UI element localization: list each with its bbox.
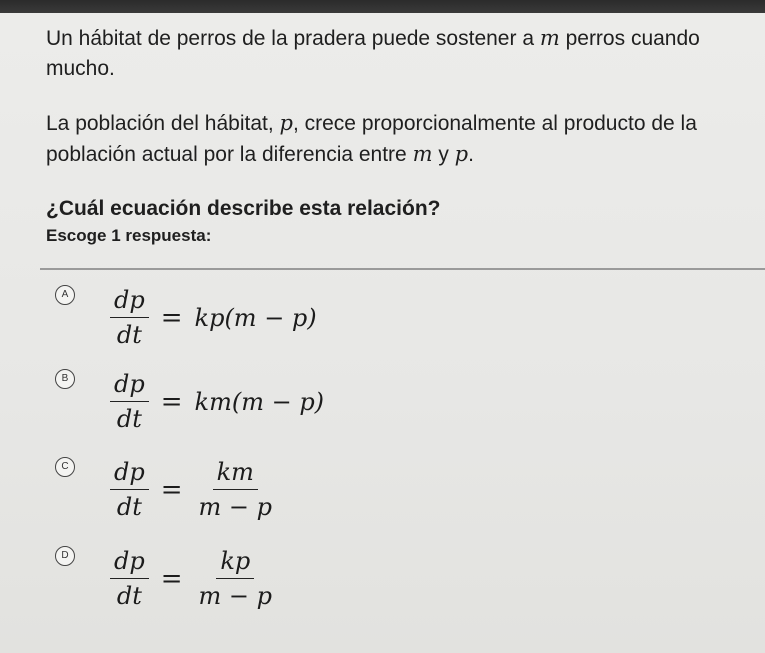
radio-a[interactable]: A [55, 285, 75, 305]
derivative-fraction: $\frac{dp}{dt}$ [110, 457, 149, 522]
var-m: m [539, 26, 560, 50]
question-prompt: ¿Cuál ecuación describe esta relación? [46, 197, 441, 220]
exercise-page [0, 13, 765, 653]
formula-b: $\frac{dp}{dt}$ = km(m − p) [110, 369, 324, 434]
derivative-fraction: $\frac{dp}{dt}$ [110, 369, 149, 434]
rhs-expression: kp(m − p) [194, 303, 317, 332]
radio-b[interactable]: B [55, 369, 75, 389]
rhs-fraction: $\frac{kp}{m - p}$ [198, 547, 273, 610]
top-bar [0, 0, 765, 13]
divider [40, 268, 765, 270]
radio-d[interactable]: D [55, 546, 75, 566]
formula-d: $\frac{dp}{dt}$ = $\frac{kp}{m - p}$ [110, 546, 276, 611]
question-paragraph-2: La población del hábitat, p, crece proporcionalmente al producto de la población actual por la diferencia entre m y p. [46, 111, 697, 166]
question-text [46, 23, 746, 248]
radio-c[interactable]: C [55, 457, 75, 477]
choice-a[interactable] [55, 285, 655, 365]
formula-a: $\frac{dp}{dt}$ = kp(m − p) [110, 285, 317, 350]
derivative-fraction: $\frac{dp}{dt}$ [110, 285, 149, 350]
var-m: m [412, 142, 433, 166]
choice-d[interactable] [55, 546, 655, 626]
choice-b[interactable] [55, 369, 655, 449]
derivative-fraction: $\frac{dp}{dt}$ [110, 546, 149, 611]
rhs-expression: km(m − p) [194, 387, 325, 416]
question-paragraph-1: Un hábitat de perros de la pradera puede sostener a m perros cuando mucho. [46, 26, 700, 80]
answer-instruction: Escoge 1 respuesta: [46, 226, 212, 245]
rhs-fraction: $\frac{km}{m - p}$ [198, 458, 273, 521]
var-p: p [279, 111, 293, 135]
formula-c: $\frac{dp}{dt}$ = $\frac{km}{m - p}$ [110, 457, 276, 522]
var-p: p [454, 142, 469, 166]
choice-c[interactable] [55, 457, 655, 537]
